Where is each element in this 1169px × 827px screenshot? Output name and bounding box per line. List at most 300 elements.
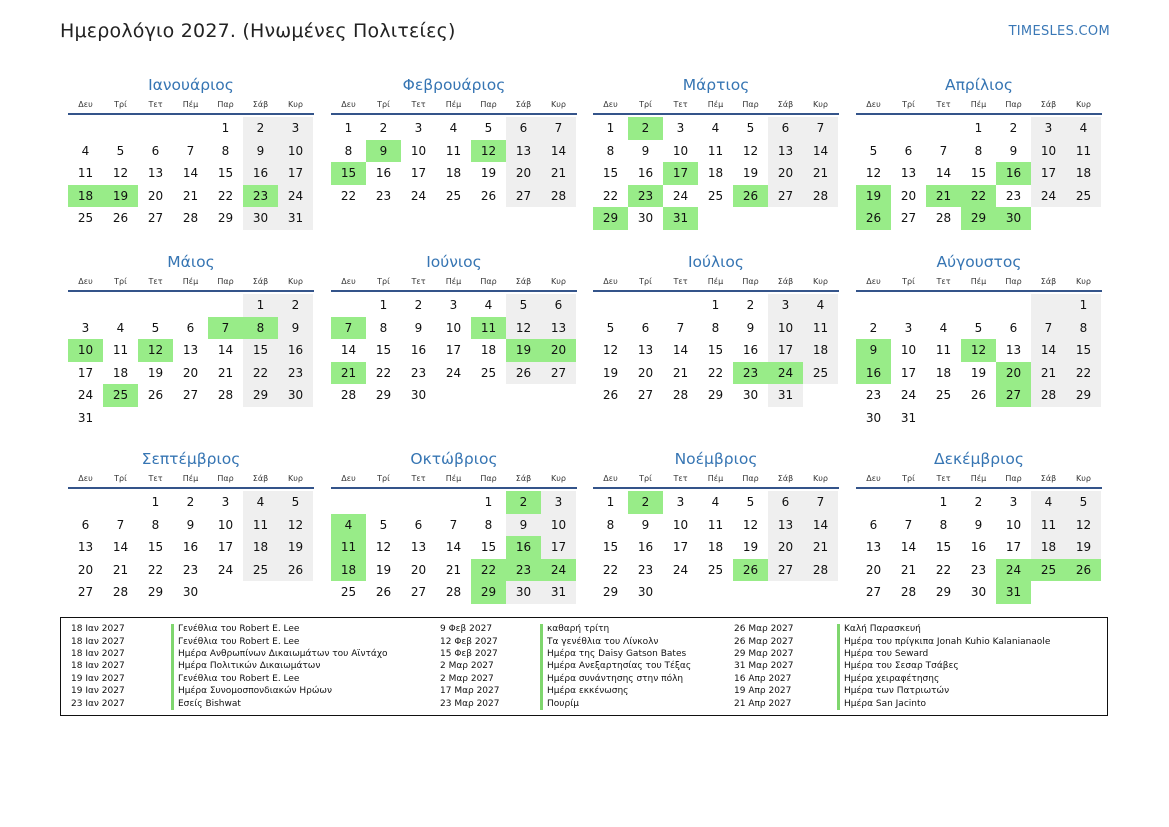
holiday-day-cell: 4 <box>331 514 366 537</box>
weekday-label: Παρ <box>217 99 234 109</box>
day-cell: 11 <box>243 514 278 537</box>
day-cell: 28 <box>803 185 838 208</box>
day-cell: 5 <box>606 320 615 335</box>
day-cell: 25 <box>243 559 278 582</box>
weekday-header <box>331 272 577 292</box>
day-cell: 1 <box>151 495 160 509</box>
day-cell: 22 <box>707 365 724 380</box>
day-cell: 23 <box>970 562 987 577</box>
day-cell: 26 <box>480 188 497 203</box>
day-cell: 4 <box>711 495 720 509</box>
day-cell: 7 <box>803 117 838 140</box>
day-cell: 25 <box>1066 185 1101 208</box>
empty-cell <box>68 491 103 514</box>
empty-cell <box>243 581 278 604</box>
day-cell: 27 <box>506 185 541 208</box>
empty-cell <box>138 294 173 317</box>
day-cell: 20 <box>768 162 803 185</box>
day-cell: 3 <box>449 298 458 312</box>
day-cell: 2 <box>243 117 278 140</box>
day-cell: 30 <box>506 581 541 604</box>
day-cell: 27 <box>541 362 576 385</box>
day-cell: 6 <box>151 143 160 158</box>
day-cell: 26 <box>375 585 392 599</box>
holiday-day-cell: 19 <box>103 185 138 208</box>
day-cell: 1 <box>606 121 615 135</box>
empty-cell <box>1031 581 1066 604</box>
weekday-label: Τρί <box>639 276 652 286</box>
day-cell: 5 <box>746 495 755 509</box>
day-grid <box>593 292 839 407</box>
day-cell: 9 <box>243 140 278 163</box>
holiday-day-cell: 31 <box>663 207 698 230</box>
holiday-day-cell: 27 <box>996 384 1031 407</box>
day-cell: 22 <box>147 562 164 577</box>
holiday-day-cell: 25 <box>103 384 138 407</box>
weekday-label: Τετ <box>411 473 426 483</box>
day-cell: 15 <box>375 343 392 357</box>
day-cell: 6 <box>81 517 90 532</box>
day-cell: 14 <box>112 540 129 554</box>
day-grid <box>593 489 839 604</box>
day-cell: 3 <box>81 320 90 335</box>
empty-cell <box>68 294 103 317</box>
day-cell: 10 <box>672 143 689 158</box>
day-cell: 13 <box>182 343 199 357</box>
day-cell: 19 <box>375 562 392 577</box>
day-cell: 5 <box>484 121 493 135</box>
month-block <box>68 448 314 604</box>
brand-link[interactable]: TIMESLES.COM <box>1008 24 1110 39</box>
page-title: Ημερολόγιο 2027. (Ηνωμένες Πολιτείες) <box>60 20 456 42</box>
empty-cell <box>401 491 436 514</box>
holiday-name: Ημέρα των Πατριωτών <box>844 686 950 697</box>
holiday-names-column <box>844 623 1050 710</box>
day-cell: 3 <box>768 294 803 317</box>
empty-cell <box>471 384 506 407</box>
day-cell: 18 <box>803 339 838 362</box>
weekday-label: Κυρ <box>551 276 566 286</box>
day-cell: 28 <box>803 559 838 582</box>
day-cell: 19 <box>480 166 497 180</box>
holiday-date: 2 Μαρ 2027 <box>440 661 494 672</box>
day-grid <box>68 489 314 604</box>
day-cell: 3 <box>541 491 576 514</box>
day-cell: 3 <box>676 121 685 135</box>
day-cell: 10 <box>768 317 803 340</box>
weekday-label: Δευ <box>866 276 881 286</box>
empty-cell <box>698 581 733 604</box>
weekday-label: Κυρ <box>813 99 828 109</box>
weekday-label: Σάβ <box>515 473 532 483</box>
day-cell: 27 <box>865 585 882 599</box>
weekday-header <box>593 272 839 292</box>
day-cell: 9 <box>414 320 423 335</box>
holiday-name: Γενέθλια του Robert E. Lee <box>178 636 300 647</box>
weekday-label: Πέμ <box>970 99 987 109</box>
day-cell: 3 <box>676 495 685 509</box>
holiday-day-cell: 16 <box>996 162 1031 185</box>
day-cell: 7 <box>904 517 913 532</box>
day-cell: 24 <box>410 188 427 203</box>
day-cell: 6 <box>186 320 195 335</box>
day-cell: 26 <box>506 362 541 385</box>
weekday-header <box>68 272 314 292</box>
day-cell: 11 <box>77 166 94 180</box>
day-cell: 6 <box>414 517 423 532</box>
day-cell: 30 <box>278 384 313 407</box>
month-name: Ιούνιος <box>426 253 482 271</box>
day-cell: 5 <box>116 143 125 158</box>
holiday-day-cell: 12 <box>138 339 173 362</box>
day-cell: 7 <box>116 517 125 532</box>
empty-cell <box>593 294 628 317</box>
holiday-day-cell: 19 <box>856 185 891 208</box>
empty-cell <box>278 407 313 430</box>
weekday-label: Τρί <box>902 473 915 483</box>
holiday-day-cell: 23 <box>243 185 278 208</box>
day-grid <box>331 292 577 407</box>
day-cell: 27 <box>410 585 427 599</box>
day-cell: 15 <box>147 540 164 554</box>
day-cell: 13 <box>768 514 803 537</box>
holiday-day-cell: 20 <box>541 339 576 362</box>
day-cell: 20 <box>147 188 164 203</box>
day-cell: 4 <box>484 298 493 312</box>
empty-cell <box>1066 407 1101 430</box>
day-cell: 1 <box>243 294 278 317</box>
day-cell: 26 <box>112 211 129 225</box>
empty-cell <box>173 117 208 140</box>
day-cell: 23 <box>182 562 199 577</box>
month-name: Φεβρουάριος <box>402 76 506 94</box>
empty-cell <box>541 384 576 407</box>
weekday-label: Τρί <box>377 99 390 109</box>
day-cell: 25 <box>803 362 838 385</box>
empty-cell <box>698 207 733 230</box>
day-cell: 23 <box>637 562 654 577</box>
holiday-name: Γενέθλια του Robert E. Lee <box>178 624 300 635</box>
holiday-day-cell: 11 <box>471 317 506 340</box>
day-cell: 19 <box>742 166 759 180</box>
day-cell: 18 <box>112 365 129 380</box>
weekday-label: Παρ <box>742 276 759 286</box>
day-cell: 25 <box>935 388 952 402</box>
empty-cell <box>733 207 768 230</box>
day-cell: 3 <box>1031 117 1066 140</box>
day-cell: 15 <box>935 540 952 554</box>
holiday-name: Ημέρα της Daisy Gatson Bates <box>547 648 687 659</box>
day-cell: 29 <box>935 585 952 599</box>
day-cell: 18 <box>1031 536 1066 559</box>
day-cell: 21 <box>672 365 689 380</box>
holiday-names-column <box>547 623 691 710</box>
weekday-label: Δευ <box>341 99 356 109</box>
weekday-label: Τετ <box>936 99 951 109</box>
day-cell: 14 <box>445 540 462 554</box>
day-cell: 12 <box>602 343 619 357</box>
day-cell: 15 <box>1066 339 1101 362</box>
day-cell: 31 <box>278 207 313 230</box>
day-cell: 29 <box>147 585 164 599</box>
holiday-day-cell: 2 <box>506 491 541 514</box>
month-block <box>593 448 839 604</box>
weekday-label: Τετ <box>148 473 163 483</box>
day-cell: 7 <box>541 117 576 140</box>
day-cell: 22 <box>602 188 619 203</box>
day-cell: 31 <box>900 410 917 425</box>
day-cell: 15 <box>970 166 987 180</box>
day-cell: 24 <box>672 562 689 577</box>
day-cell: 1 <box>711 298 720 312</box>
day-cell: 19 <box>147 365 164 380</box>
weekday-header <box>331 469 577 489</box>
holiday-name: Ημέρα εκκένωσης <box>547 686 629 697</box>
holiday-list <box>60 617 1108 716</box>
weekday-label: Κυρ <box>288 276 303 286</box>
weekday-label: Σάβ <box>1040 473 1057 483</box>
day-cell: 13 <box>768 140 803 163</box>
holiday-date: 2 Μαρ 2027 <box>440 673 494 684</box>
day-cell: 10 <box>1031 140 1066 163</box>
day-cell: 21 <box>445 562 462 577</box>
holiday-dates-column <box>71 623 125 710</box>
weekday-header <box>331 95 577 115</box>
day-cell: 30 <box>970 585 987 599</box>
holiday-day-cell: 30 <box>996 207 1031 230</box>
weekday-label: Δευ <box>866 99 881 109</box>
weekday-label: Δευ <box>603 276 618 286</box>
day-cell: 8 <box>344 143 353 158</box>
weekday-label: Τετ <box>936 473 951 483</box>
day-cell: 8 <box>221 143 230 158</box>
day-cell: 10 <box>445 320 462 335</box>
holiday-name: Τα γενέθλια του Λίνκολν <box>547 636 659 647</box>
empty-cell <box>173 294 208 317</box>
day-grid <box>593 115 839 230</box>
day-grid <box>68 115 314 230</box>
day-cell: 13 <box>865 540 882 554</box>
empty-cell <box>1031 407 1066 430</box>
weekday-label: Δευ <box>341 276 356 286</box>
empty-cell <box>663 294 698 317</box>
day-cell: 3 <box>278 117 313 140</box>
day-cell: 15 <box>217 166 234 180</box>
day-cell: 24 <box>445 365 462 380</box>
day-cell: 21 <box>217 365 234 380</box>
weekday-label: Παρ <box>480 99 497 109</box>
day-cell: 18 <box>480 343 497 357</box>
month-name: Σεπτέμβριος <box>141 450 241 468</box>
weekday-label: Σάβ <box>515 276 532 286</box>
day-cell: 17 <box>445 343 462 357</box>
day-cell: 18 <box>707 166 724 180</box>
day-cell: 8 <box>484 517 493 532</box>
day-cell: 15 <box>707 343 724 357</box>
day-cell: 12 <box>112 166 129 180</box>
weekday-label: Κυρ <box>1076 276 1091 286</box>
day-cell: 4 <box>939 320 948 335</box>
month-name: Μάρτιος <box>682 76 750 94</box>
day-cell: 14 <box>340 343 357 357</box>
day-cell: 16 <box>278 339 313 362</box>
month-block <box>331 251 577 407</box>
day-cell: 15 <box>602 540 619 554</box>
empty-cell <box>506 384 541 407</box>
holiday-names-column <box>178 623 388 710</box>
day-cell: 2 <box>869 320 878 335</box>
month-name: Μάιος <box>167 253 215 271</box>
empty-cell <box>243 407 278 430</box>
day-cell: 9 <box>186 517 195 532</box>
day-cell: 5 <box>1066 491 1101 514</box>
day-cell: 8 <box>379 320 388 335</box>
day-cell: 4 <box>711 121 720 135</box>
holiday-day-cell: 24 <box>541 559 576 582</box>
day-cell: 14 <box>803 140 838 163</box>
day-cell: 8 <box>974 143 983 158</box>
weekday-label: Δευ <box>78 473 93 483</box>
empty-cell <box>891 117 926 140</box>
holiday-day-cell: 9 <box>366 140 401 163</box>
holiday-day-cell: 12 <box>471 140 506 163</box>
day-cell: 11 <box>935 343 952 357</box>
day-cell: 8 <box>606 143 615 158</box>
day-cell: 18 <box>445 166 462 180</box>
weekday-label: Τρί <box>377 473 390 483</box>
empty-cell <box>803 207 838 230</box>
weekday-label: Σάβ <box>515 99 532 109</box>
holiday-day-cell: 24 <box>996 559 1031 582</box>
day-cell: 28 <box>340 388 357 402</box>
empty-cell <box>996 407 1031 430</box>
day-cell: 27 <box>768 185 803 208</box>
weekday-label: Κυρ <box>813 276 828 286</box>
weekday-label: Τετ <box>411 276 426 286</box>
holiday-name: Ημέρα Πολιτικών Δικαιωμάτων <box>178 661 321 672</box>
day-cell: 23 <box>865 388 882 402</box>
day-cell: 14 <box>217 343 234 357</box>
day-cell: 6 <box>541 294 576 317</box>
holiday-date: 23 Μαρ 2027 <box>440 698 500 709</box>
holiday-day-cell: 7 <box>331 317 366 340</box>
day-cell: 29 <box>217 211 234 225</box>
day-cell: 8 <box>939 517 948 532</box>
weekday-label: Πέμ <box>707 99 724 109</box>
day-cell: 17 <box>900 365 917 380</box>
holiday-name: Ημέρα του Seward <box>844 648 929 659</box>
month-block <box>593 74 839 230</box>
day-cell: 6 <box>1009 320 1018 335</box>
day-cell: 27 <box>77 585 94 599</box>
day-grid <box>68 292 314 429</box>
empty-cell <box>663 581 698 604</box>
day-cell: 7 <box>676 320 685 335</box>
day-cell: 4 <box>243 491 278 514</box>
day-cell: 30 <box>637 211 654 225</box>
day-cell: 17 <box>1031 162 1066 185</box>
weekday-label: Σάβ <box>777 276 794 286</box>
day-cell: 12 <box>506 317 541 340</box>
weekday-header <box>68 95 314 115</box>
empty-cell <box>803 581 838 604</box>
weekday-label: Σάβ <box>252 473 269 483</box>
weekday-label: Παρ <box>217 473 234 483</box>
weekday-label: Δευ <box>78 276 93 286</box>
weekday-label: Παρ <box>1005 99 1022 109</box>
day-cell: 10 <box>672 517 689 532</box>
day-cell: 1 <box>484 495 493 509</box>
day-cell: 2 <box>278 294 313 317</box>
day-cell: 15 <box>480 540 497 554</box>
weekday-label: Πέμ <box>707 473 724 483</box>
day-cell: 17 <box>278 162 313 185</box>
empty-cell <box>208 407 243 430</box>
day-cell: 2 <box>746 298 755 312</box>
holiday-marker-bar <box>837 624 840 710</box>
day-cell: 10 <box>410 143 427 158</box>
holiday-date: 18 Ιαν 2027 <box>71 636 125 647</box>
day-cell: 16 <box>375 166 392 180</box>
day-cell: 28 <box>445 585 462 599</box>
day-cell: 2 <box>186 495 195 509</box>
day-cell: 16 <box>637 540 654 554</box>
empty-cell <box>138 407 173 430</box>
day-cell: 4 <box>449 121 458 135</box>
holiday-marker-bar <box>540 624 543 710</box>
holiday-name: Ημέρα Ανεξαρτησίας του Τέξας <box>547 661 692 672</box>
month-block <box>856 74 1102 230</box>
day-cell: 13 <box>77 540 94 554</box>
day-cell: 23 <box>278 362 313 385</box>
day-cell: 12 <box>742 143 759 158</box>
holiday-day-cell: 22 <box>471 559 506 582</box>
weekday-label: Τετ <box>936 276 951 286</box>
day-grid <box>331 115 577 207</box>
holiday-name: Ημέρα του Σεσαρ Τσάβες <box>844 661 959 672</box>
day-cell: 12 <box>375 540 392 554</box>
day-cell: 27 <box>900 211 917 225</box>
holiday-name: Ημέρα συνάντησης στην πόλη <box>547 673 684 684</box>
day-cell: 25 <box>707 188 724 203</box>
day-cell: 16 <box>182 540 199 554</box>
day-cell: 10 <box>278 140 313 163</box>
day-cell: 6 <box>768 117 803 140</box>
weekday-label: Τετ <box>148 276 163 286</box>
day-cell: 5 <box>278 491 313 514</box>
day-cell: 16 <box>243 162 278 185</box>
day-cell: 22 <box>375 365 392 380</box>
day-cell: 16 <box>742 343 759 357</box>
day-cell: 14 <box>1031 339 1066 362</box>
holiday-day-cell: 18 <box>331 559 366 582</box>
weekday-header <box>856 469 1102 489</box>
day-cell: 19 <box>742 540 759 554</box>
day-cell: 27 <box>182 388 199 402</box>
weekday-label: Δευ <box>341 473 356 483</box>
day-cell: 12 <box>278 514 313 537</box>
weekday-label: Σάβ <box>1040 276 1057 286</box>
day-cell: 14 <box>803 514 838 537</box>
day-cell: 17 <box>1005 540 1022 554</box>
empty-cell <box>803 384 838 407</box>
holiday-date: 15 Φεβ 2027 <box>440 648 498 659</box>
day-cell: 31 <box>77 410 94 425</box>
holiday-date: 18 Ιαν 2027 <box>71 648 125 659</box>
day-cell: 6 <box>506 117 541 140</box>
day-cell: 16 <box>410 343 427 357</box>
weekday-label: Τρί <box>114 276 127 286</box>
